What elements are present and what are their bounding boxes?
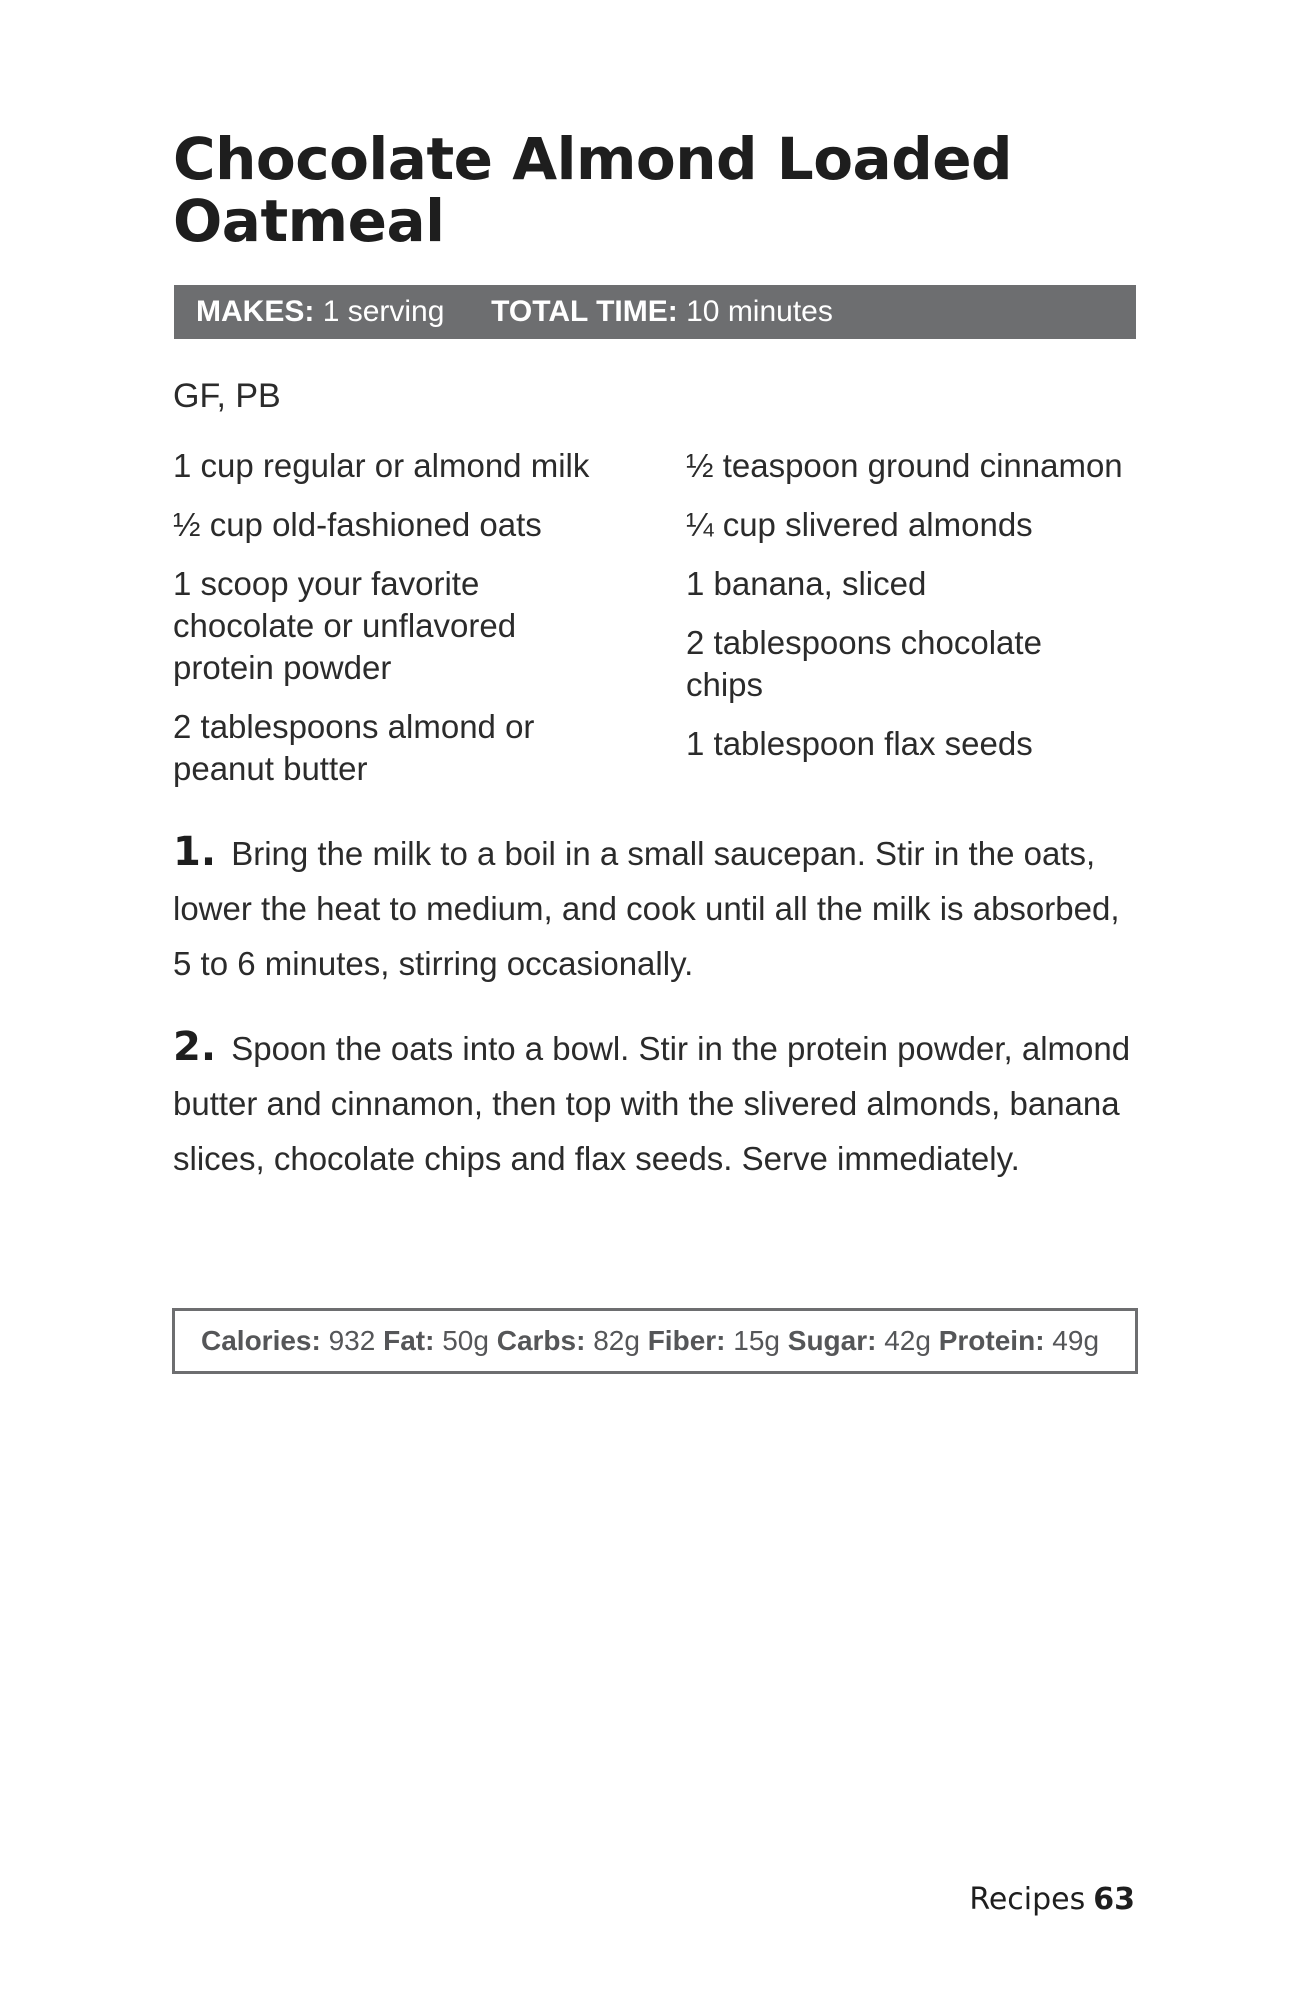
ingredient-item: ½ teaspoon ground cinnamon [686, 447, 1123, 484]
sugar-value: 42g [884, 1325, 931, 1356]
fiber-label: Fiber: [647, 1325, 726, 1356]
fiber-value: 15g [733, 1325, 780, 1356]
ingredient-item: 1 banana, sliced [686, 565, 927, 602]
page-number: 63 [1093, 1882, 1135, 1917]
carbs-value: 82g [593, 1325, 640, 1356]
step-number: 1. [173, 829, 217, 875]
footer-section: Recipes [969, 1882, 1086, 1917]
step-text: Spoon the oats into a bowl. Stir in the protein powder, almond butter and cinnamon, then top with the slivered almonds, banana slices, chocolate chips and flax seeds. Serve immediately. [173, 1030, 1131, 1177]
step-number: 2. [173, 1024, 217, 1070]
nutrition-box [172, 1308, 1138, 1374]
recipe-title: Chocolate Almond Loaded Oatmeal [173, 125, 1013, 255]
ingredients-right-column [686, 445, 1156, 782]
ingredient-item: 1 cup regular or almond milk [173, 447, 590, 484]
calories-label: Calories: [201, 1325, 321, 1356]
ingredient-item: ½ cup old-fashioned oats [173, 506, 542, 543]
protein-label: Protein: [938, 1325, 1045, 1356]
ingredient-item: 2 tablespoons almond or peanut butter [173, 708, 535, 787]
diet-tags: GF, PB [173, 377, 281, 415]
carbs-label: Carbs: [496, 1325, 586, 1356]
ingredient-item: ¼ cup slivered almonds [686, 506, 1033, 543]
total-time-label: TOTAL TIME: [491, 295, 678, 328]
makes-label: MAKES: [196, 295, 315, 328]
ingredient-item: 1 scoop your favorite chocolate or unflavored protein powder [173, 565, 517, 686]
sugar-label: Sugar: [787, 1325, 877, 1356]
instruction-step-1 [173, 825, 1133, 991]
ingredient-item: 2 tablespoons chocolate chips [686, 624, 1042, 703]
recipe-meta-bar [174, 285, 1136, 339]
ingredient-item: 1 tablespoon flax seeds [686, 725, 1033, 762]
fat-value: 50g [442, 1325, 489, 1356]
ingredients-left-column [173, 445, 673, 807]
total-time-value: 10 minutes [686, 295, 833, 328]
protein-value: 49g [1052, 1325, 1100, 1356]
calories-value: 932 [328, 1325, 376, 1356]
instruction-step-2 [173, 1020, 1133, 1186]
page-footer [969, 1880, 1135, 1920]
step-text: Bring the milk to a boil in a small saucepan. Stir in the oats, lower the heat to medium, and cook until all the milk is absorbed, 5 to 6 minutes, stirring occasionally. [173, 835, 1120, 982]
fat-label: Fat: [383, 1325, 435, 1356]
makes-value: 1 serving [322, 295, 445, 328]
